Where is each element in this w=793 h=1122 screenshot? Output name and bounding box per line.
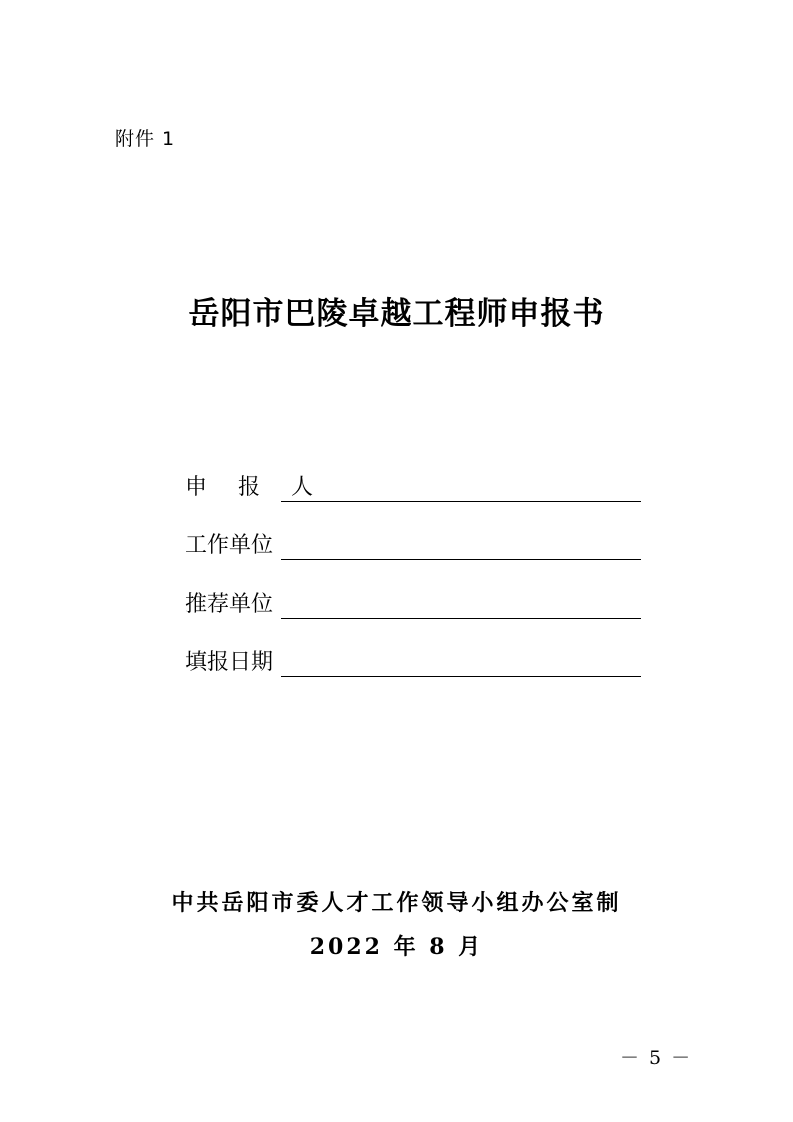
- issuer-line: 中共岳阳市委人才工作领导小组办公室制: [171, 890, 622, 916]
- form-row-fill-date: [185, 622, 641, 681]
- work-unit-label: 工作单位: [185, 533, 274, 558]
- fill-date-fill-line[interactable]: [281, 676, 641, 677]
- form-row-work-unit: [185, 505, 641, 564]
- applicant-fill-line[interactable]: [281, 501, 641, 502]
- attachment-label: 附件 1: [115, 128, 176, 150]
- document-title: 岳阳市巴陵卓越工程师申报书: [188, 296, 605, 332]
- form-row-recommending-unit: [185, 563, 641, 622]
- applicant-label: 申 报 人: [185, 474, 325, 500]
- recommending-unit-label: 推荐单位: [185, 591, 274, 617]
- form-row-applicant: [185, 446, 641, 505]
- recommending-unit-fill-line[interactable]: [281, 618, 641, 619]
- work-unit-fill-line[interactable]: [281, 559, 641, 560]
- page-number: － 5 －: [620, 1047, 693, 1069]
- issue-date: 2022 年 8 月: [309, 934, 484, 960]
- fill-date-label: 填报日期: [185, 650, 274, 675]
- application-form: [185, 446, 641, 680]
